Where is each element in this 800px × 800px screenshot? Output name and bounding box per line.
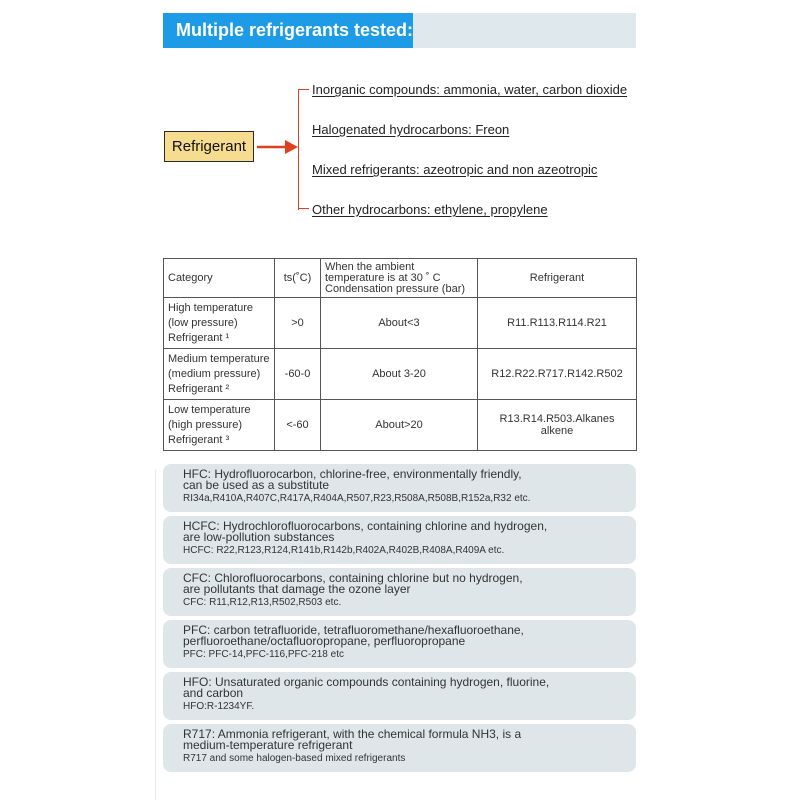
header-refrigerant: Refrigerant <box>478 259 637 298</box>
header-condensation-line: temperature is at 30 ˚ C <box>325 271 441 284</box>
branch-bracket <box>298 89 308 210</box>
card-examples: RI34a,R410A,R407C,R417A,R404A,R507,R23,R508A,R508B,R152a,R32 etc. <box>183 493 531 504</box>
table-header-row <box>164 259 637 298</box>
card-examples: PFC: PFC-14,PFC-116,PFC-218 etc <box>183 649 344 660</box>
category-line: Refrigerant ² <box>168 382 230 395</box>
card-title-line: R717: Ammonia refrigerant, with the chemical formula NH3, is a <box>183 727 522 741</box>
card-title-line: can be used as a substitute <box>183 478 330 492</box>
card-title-line: medium-temperature refrigerant <box>183 738 353 752</box>
header-category: Category <box>164 259 275 298</box>
header-condensation <box>321 259 478 298</box>
header-condensation-line: When the ambient <box>325 260 415 273</box>
info-card-hfc <box>163 464 636 512</box>
row-pressure: About>20 <box>321 400 478 451</box>
branch-hydrocarbons: Other hydrocarbons: ethylene, propylene <box>312 202 548 217</box>
category-line: High temperature <box>168 301 253 314</box>
card-title-line: PFC: carbon tetrafluoride, tetrafluoromethane/hexafluoroethane, <box>183 623 524 637</box>
row-ts: -60-0 <box>275 349 321 400</box>
card-title-line: HFC: Hydrofluorocarbon, chlorine-free, environmentally friendly, <box>183 467 522 481</box>
card-title-line: are pollutants that damage the ozone layer <box>183 582 411 596</box>
card-title-line: HFO: Unsaturated organic compounds containing hydrogen, fluorine, <box>183 675 550 689</box>
row-category <box>164 298 275 349</box>
row-ts: <-60 <box>275 400 321 451</box>
card-examples: CFC: R11,R12,R13,R502,R503 etc. <box>183 597 342 608</box>
header-ts: ts(˚C) <box>275 259 321 298</box>
card-title-line: perfluoroethane/octafluoropropane, perfluoropropane <box>183 634 466 648</box>
branch-inorganic: Inorganic compounds: ammonia, water, carbon dioxide <box>312 82 628 97</box>
branch-halogenated: Halogenated hydrocarbons: Freon <box>312 122 510 137</box>
category-line: (medium pressure) <box>168 367 261 380</box>
row-ts: >0 <box>275 298 321 349</box>
card-title-line: CFC: Chlorofluorocarbons, containing chlorine but no hydrogen, <box>183 571 523 585</box>
row-pressure: About 3-20 <box>321 349 478 400</box>
card-examples: HCFC: R22,R123,R124,R141b,R142b,R402A,R402B,R408A,R409A etc. <box>183 545 505 556</box>
table-row <box>164 400 637 451</box>
arrow-right-icon <box>257 138 299 156</box>
branch-tick <box>299 208 309 209</box>
card-title-line: and carbon <box>183 686 244 700</box>
category-line: Refrigerant ¹ <box>168 331 230 344</box>
branch-tick <box>299 89 309 90</box>
category-line: Low temperature <box>168 403 251 416</box>
header-highlight <box>163 13 413 48</box>
category-line: (high pressure) <box>168 418 242 431</box>
divider <box>155 470 156 800</box>
row-category <box>164 349 275 400</box>
row-category <box>164 400 275 451</box>
table-row <box>164 298 637 349</box>
category-line: (low pressure) <box>168 316 238 329</box>
info-card-pfc <box>163 620 636 668</box>
card-examples: R717 and some halogen-based mixed refrigerants <box>183 753 406 764</box>
card-title-line: HCFC: Hydrochlorofluorocarbons, containing chlorine and hydrogen, <box>183 519 548 533</box>
table-row <box>164 349 637 400</box>
info-card-r717 <box>163 724 636 772</box>
page-title: Multiple refrigerants tested: <box>176 20 414 40</box>
info-card-cfc <box>163 568 636 616</box>
header-bar <box>163 13 636 48</box>
row-refrigerant: R11.R113.R114.R21 <box>478 298 637 349</box>
info-card-hfo <box>163 672 636 720</box>
branch-mixed: Mixed refrigerants: azeotropic and non azeotropic <box>312 162 598 177</box>
category-line: Medium temperature <box>168 352 270 365</box>
card-title-line: are low-pollution substances <box>183 530 335 544</box>
header-condensation-line: Condensation pressure (bar) <box>325 282 466 295</box>
row-refrigerant: R13.R14.R503.Alkanes alkene <box>478 400 637 451</box>
category-table <box>163 258 637 451</box>
card-examples: HFO:R-1234YF. <box>183 701 255 712</box>
category-line: Refrigerant ³ <box>168 433 230 446</box>
refrigerant-root-box: Refrigerant <box>164 131 254 162</box>
info-card-hcfc <box>163 516 636 564</box>
row-refrigerant: R12.R22.R717.R142.R502 <box>478 349 637 400</box>
row-pressure: About<3 <box>321 298 478 349</box>
